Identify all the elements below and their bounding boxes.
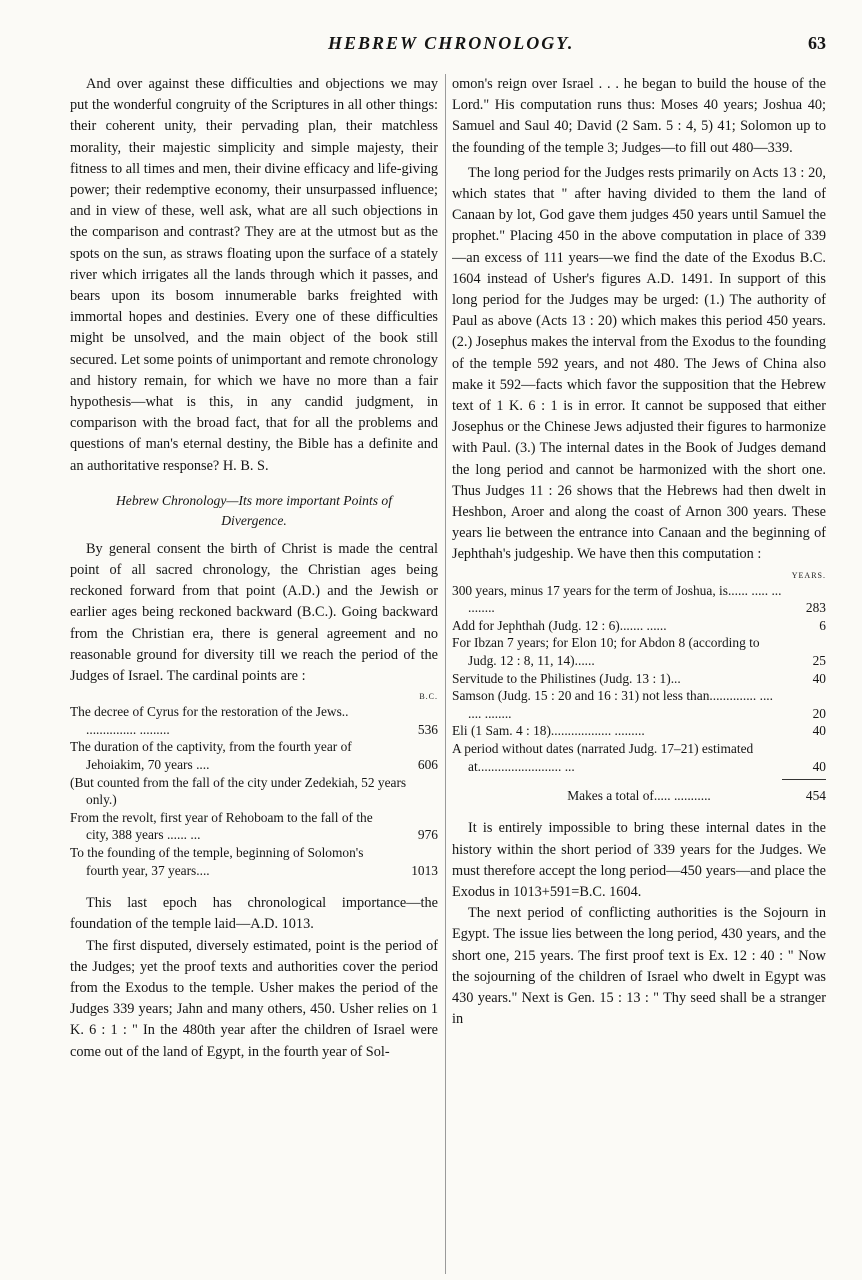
table-row: [452, 617, 826, 635]
row-text: Add for Jephthah (Judg. 12 : 6)....... ......: [452, 617, 667, 633]
table-unit-label: B.C.: [419, 692, 438, 702]
page-number: 63: [808, 32, 826, 53]
row-value: 606: [417, 757, 438, 773]
table-row: [70, 844, 438, 879]
section-heading: [70, 491, 438, 531]
total-value: 454: [805, 788, 826, 804]
paragraph-objections: And over against these difficulties and objections we may put the wonderful congruity of the Scriptures in all other things: their coherent unity, their pervading plan, their matchless morality, their majestic simplicity and simple majesty, their fitness to all times and men, their divine efficacy and life-giving power; their redemptive economy, their unsurpassed influence; and in view of these, well ask, what are all such objections in the comparison and contrast? They are at the utmost but as the spots on the sun, as straws floating upon the surface of a stately river which irrigates all the lands through which it passes, and bears upon its bosom innumerable barks freighted with immortal hopes and destinies. Every one of these difficulties might be unsolved, and the main object of the book still secured. Let some points of unimportant and remote chronology and history remain, for which we have no more than a fair hypothesis—what is this, in any candid judgment, in comparison with the broad fact, that for all the problems and questions of man's eternal destiny, the Bible has a definite and an authoritative response? H. B. S.: [70, 76, 438, 474]
table-row: [70, 809, 438, 844]
row-value: 283: [805, 600, 826, 616]
table-row: [452, 722, 826, 740]
paragraph-sojourn: The next period of conflicting authorities is the Sojourn in Egypt. The issue lies between the long period, 430 years, and the short one, 215 years. The first proof text is Ex. 12 : 40 : " Now the sojourning of the children of Israel who dwelt in Egypt was 430 years." Next is Gen. 15 : 13 : " Thy seed shall be a stranger in: [452, 905, 826, 1028]
total-row: [452, 785, 826, 806]
column-divider: [445, 74, 446, 1274]
row-value: 40: [812, 758, 826, 774]
total-label: Makes a total of..... ...........: [567, 788, 711, 804]
row-value: 976: [417, 827, 438, 843]
row-text: 300 years, minus 17 years for the term of Joshua, is...... ..... ... ........: [452, 582, 782, 616]
row-value: 536: [417, 721, 438, 737]
right-column: [452, 74, 826, 1274]
row-text: For Ibzan 7 years; for Elon 10; for Abdon 8 (according to Judg. 12 : 8, 11, 14)......: [452, 635, 760, 669]
table-row: [452, 634, 826, 669]
table-row: [452, 740, 826, 775]
table-row: [452, 582, 826, 617]
table-unit-label: YEARS.: [791, 570, 826, 580]
paragraph-impossible: It is entirely impossible to bring these internal dates in the history within the short period of 339 years for the Judges. We must therefore accept the long period—450 years—and place the Exodus in 1013+591=B.C. 1604.: [452, 820, 826, 901]
table-row: [452, 670, 826, 688]
row-value: 20: [812, 705, 826, 721]
row-value: 6: [819, 617, 826, 633]
table-row: [70, 738, 438, 773]
cardinal-points-table: [70, 691, 438, 879]
row-text: The decree of Cyrus for the restoration of the Jews.. ............... .........: [70, 704, 349, 737]
table-row: [452, 687, 826, 722]
row-text: From the revolt, first year of Rehoboam to the fall of the city, 388 years ...... ...: [70, 809, 373, 843]
table-row: [70, 703, 438, 738]
row-text: Eli (1 Sam. 4 : 18).................. .........: [452, 723, 645, 739]
row-text: The duration of the captivity, from the fourth year of Jehoiakim, 70 years ....: [70, 739, 352, 773]
paragraph-general-consent: By general consent the birth of Christ is made the central point of all sacred chronology, the Christian ages being reckoned forward from that point (A.D.) and the Jewish or earlier ages being reckoned backward (B.C.). Going backward from the Christian era, there is general agreement and no reasonable ground for diversity till we reach the period of the Judges of Israel. The cardinal points are :: [70, 540, 438, 685]
section-heading-line: Hebrew Chronology—Its more important Points of: [115, 492, 393, 508]
row-value: 40: [812, 670, 826, 686]
paragraph-long-period: The long period for the Judges rests primarily on Acts 13 : 20, which states that " after having divided to them the land of Canaan by lot, God gave them judges 450 years until Samuel the prophet." Placing 450 in the above computation in place of 339—an excess of 111 years—we find the date of the Exodus B.C. 1604 instead of Usher's figures A.D. 1491. In support of this long period for the Judges may be urged: (1.) The authority of Paul as above (Acts 13 : 20) which makes this period 450 years. (2.) Josephus makes the interval from the Exodus to the founding of the temple 592 years, and not 480. The Jews of China also make it 592—facts which favor the supposition that the Hebrew text of 1 K. 6 : 1 is in error. It cannot be supposed that either Josephus or the Chinese Jews adjusted their figures to harmonize with Paul. (3.) The internal dates in the Book of Judges demand the long period and cannot be harmonized with the short one. Thus Judges 11 : 26 shows that the Hebrews had then dwelt in Heshbon, Aroer and along the coast of Arnon 300 years. These years lie between the entrance into Canaan and the beginning of Jephthah's judgeship. We have then this computation :: [452, 164, 826, 563]
page-header: [60, 30, 826, 56]
row-value: 25: [812, 653, 826, 669]
table-row: [70, 774, 438, 809]
paragraph-first-disputed: The first disputed, diversely estimated, point is the period of the Judges; yet the proof texts and authorities cover the period from the Exodus to the temple. Usher makes the period of the Judges 339 years; Jahn and many others, 450. Usher relies on 1 K. 6 : 1 : " In the 480th year after the children of Israel were come out of the land of Egypt, in the fourth year of Sol-: [70, 937, 438, 1060]
row-text: To the founding of the temple, beginning of Solomon's fourth year, 37 years....: [70, 845, 364, 878]
row-value: 40: [812, 723, 826, 739]
row-text: (But counted from the fall of the city under Zedekiah, 52 years only.): [70, 774, 407, 808]
running-title: HEBREW CHRONOLOGY.: [328, 32, 575, 53]
section-heading-line: Divergence.: [221, 512, 287, 528]
row-value: 1013: [411, 862, 438, 878]
paragraph-last-epoch: This last epoch has chronological importance—the foundation of the temple laid—A.D. 1013.: [70, 895, 438, 933]
left-column: [70, 74, 438, 1274]
row-text: Servitude to the Philistines (Judg. 13 : 1)...: [452, 670, 681, 686]
row-text: Samson (Judg. 15 : 20 and 16 : 31) not less than.............. .... .... ........: [452, 688, 773, 721]
computation-table: [452, 570, 826, 776]
total-rule: [782, 779, 826, 780]
paragraph-solomon-reign: omon's reign over Israel . . . he began to build the house of the Lord." His computation runs thus: Moses 40 years; Joshua 40; Samuel and Saul 40; David (2 Sam. 5 : 4, 5) 41; Solomon up to the founding of the temple 3; Judges—to fill out 480—339.: [452, 76, 826, 156]
row-text: A period without dates (narrated Judg. 17–21) estimated at......................... ...: [452, 741, 754, 774]
